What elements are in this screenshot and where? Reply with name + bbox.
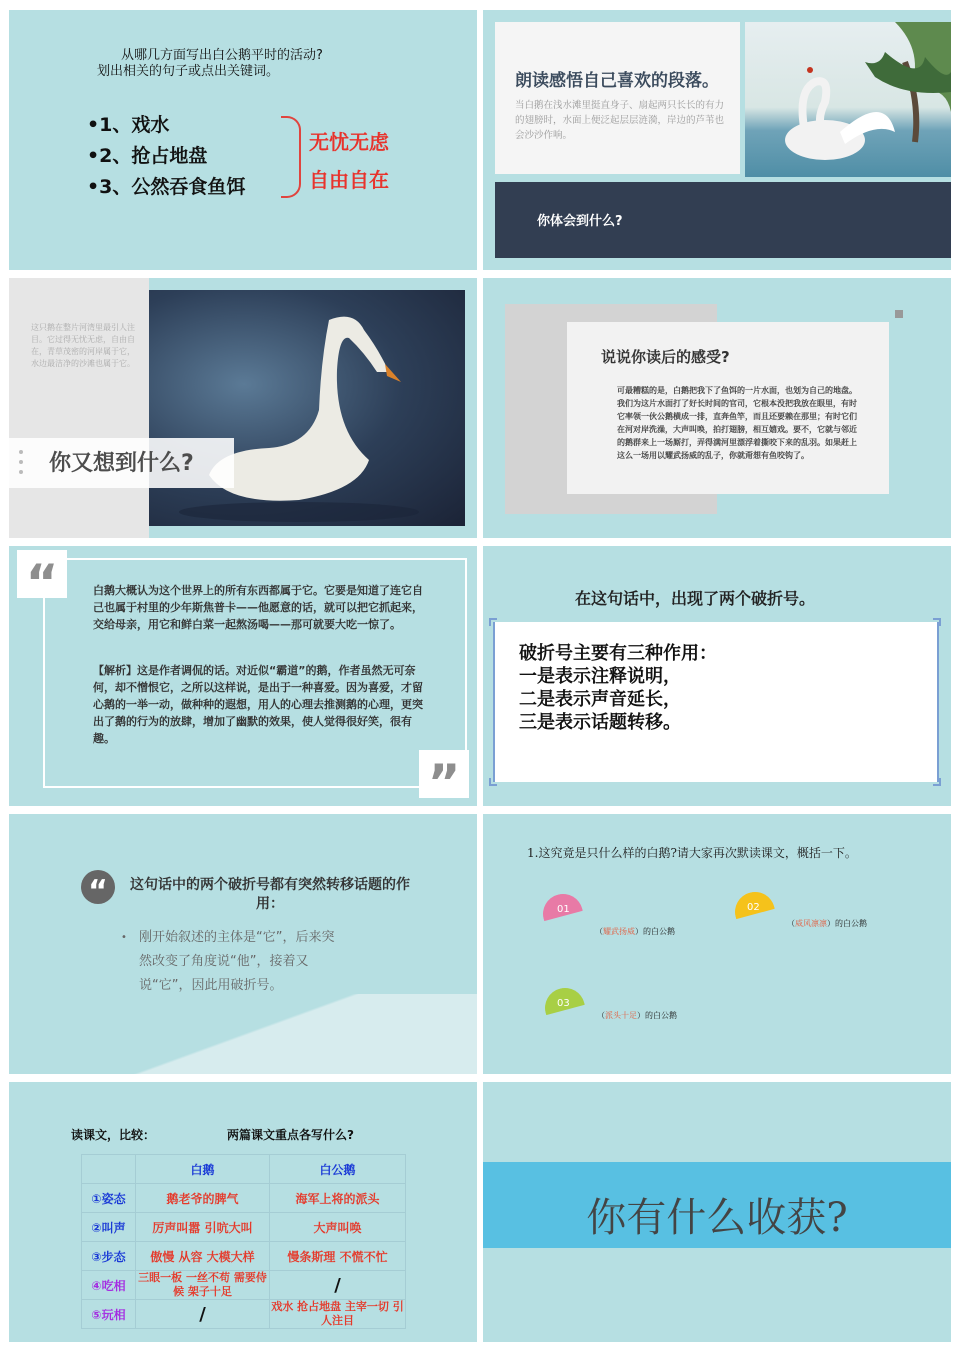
slide-comparison [9,1082,477,1342]
dash-uses [519,642,717,734]
slide-quote [9,546,477,806]
table-row [82,1184,406,1213]
table-cell: 大声叫唤 [270,1213,406,1242]
table-cell: / [270,1271,406,1300]
slide-dash [483,546,951,806]
summary-suffix: 的白公鹅 [645,1011,677,1020]
body-text: 当白鹅在浅水滩里挺直身子、扇起两只长长的有力的翅膀时，水面上便泛起层层涟漪，岸边的芦苇也会沙沙作响。 [515,100,725,141]
brace-shape [281,116,301,198]
table-cell: 鹅老爷的脾气 [136,1184,270,1213]
summary-word: 威风凛凛 [795,919,827,928]
table-row [82,1242,406,1271]
slide-dash-analysis [9,814,477,1074]
summary-word: 派头十足 [605,1011,637,1020]
slide-title: 1.这究竟是只什么样的白鹅?请大家再次默读课文，概括一下。 [527,846,857,860]
table-row [82,1213,406,1242]
summary-word: 无忧无虑 [309,130,389,154]
table-cell: 慢条斯理 不慌不忙 [270,1242,406,1271]
instruction-label: 读课文，比较： [71,1128,156,1142]
slide-title: 说说你读后的感受? [601,348,730,366]
quote-paragraph: 白鹅大概认为这个世界上的所有东西都属于它。它要是知道了连它自己也属于村里的少年斯焦普卡——他愿意的话，就可以把它抓起来，交给母亲，用它和鲜白菜一起熬汤喝——那可就要大吃一惊了。 [93,584,423,631]
question-text [97,48,323,80]
table-row [82,1300,406,1329]
background-shape [9,994,477,1074]
table-cell: ③步态 [82,1242,136,1271]
bullet-text: 刚开始叙述的主体是“它”，后来突然改变了角度说“他”，接着又说“它”，因此用破折号。 [139,930,335,993]
slide-title: 在这句话中，出现了两个破折号。 [575,589,816,608]
slide-swan-photo [9,278,477,538]
table-cell: ④吃相 [82,1271,136,1300]
swan-illustration [745,22,951,177]
table-cell: ⑤玩相 [82,1300,136,1329]
corner-decoration [489,778,497,786]
summary-item: （威风凛凛）的白公鹅 [787,919,867,928]
question-text: 你体会到什么? [537,214,623,229]
list-item: •3、公然吞食鱼饵 [87,176,246,198]
question-text: 你又想到什么? [49,451,194,476]
text-line: 破折号主要有三种作用： [519,643,717,664]
slide-feelings [483,278,951,538]
question-line: 从哪几方面写出白公鹅平时的活动? [121,48,323,63]
closing-title: 你有什么收获? [586,1195,848,1241]
slide-title: 朗读感悟自己喜欢的段落。 [515,71,719,91]
slide-reading [483,10,951,270]
table-row [82,1271,406,1300]
side-panel [9,278,149,538]
summary-item: （派头十足）的白公鹅 [597,1011,677,1020]
slide-title: 这句话中的两个破折号都有突然转移话题的作用： [130,877,410,912]
analysis-paragraph: 【解析】这是作者调侃的话。对近似“霸道”的鹅，作者虽然无可奈何，却不憎恨它，之所以这样说，是出于一种喜爱。因为喜爱，才留心鹅的一举一动，做种种的遐想，用人的心理去推测鹅的心理，更突出了鹅的行为的放肆，增加了幽默的效果，使人觉得很好笑，很有趣。 [93,664,423,745]
dot-decoration [19,470,23,474]
question-line: 划出相关的句子或点出关键词。 [97,64,280,79]
slide-summary [483,814,951,1074]
badge-number: 02 [747,902,760,913]
text-line: 一是表示注释说明， [519,666,681,687]
quote-icon: “ [81,870,115,904]
table-header-cell: 白鹅 [136,1155,270,1184]
table-cell: 厉声叫嚣 引吭大叫 [136,1213,270,1242]
corner-decoration [489,618,497,626]
dot-decoration [19,460,23,464]
summary-suffix: 的白公鹅 [643,927,675,936]
badge-number: 01 [557,904,570,915]
summary-item: （耀武扬威）的白公鹅 [595,927,675,936]
text-line: 二是表示声音延长， [519,689,681,710]
list-item: •2、抢占地盘 [87,145,208,167]
list-item: •1、戏水 [87,114,170,136]
table-cell: ①姿态 [82,1184,136,1213]
swan-photo [149,290,465,526]
corner-decoration [933,618,941,626]
table-cell: 海军上将的派头 [270,1184,406,1213]
text-line: 三是表示话题转移。 [519,712,681,733]
badge-number: 03 [557,998,570,1009]
table-cell: ②叫声 [82,1213,136,1242]
summary-word: 自由自在 [309,168,389,192]
table-header-cell: 白公鹅 [270,1155,406,1184]
table-cell: 戏水 抢占地盘 主宰一切 引人注目 [271,1300,404,1327]
slide-activities [9,10,477,270]
bullet-icon: • [121,932,127,943]
table-row [82,1155,406,1184]
corner-decoration [933,778,941,786]
table-cell: 三眼一板 一丝不苟 需要侍候 架子十足 [136,1271,270,1300]
summary-word: 耀武扬威 [603,927,635,936]
quote-close-icon: ” [419,750,469,798]
slide-closing [483,1082,951,1342]
comparison-table [81,1154,406,1329]
square-decoration [895,310,903,318]
activity-list [87,110,245,203]
side-text: 这只鹅在整片河湾里最引人注目。它过得无忧无虑，自由自在，青草茂密的河岸属于它，水边最洁净的沙滩也属于它。 [31,323,135,368]
instruction-label: 两篇课文重点各写什么? [227,1128,354,1142]
table-cell: / [136,1300,270,1329]
dot-decoration [19,450,23,454]
table-header-cell [82,1155,136,1184]
body-text: 可最糟糕的是，白鹅把我下了鱼饵的一片水面，也划为自己的地盘。我们为这片水面打了好长时间的官司，它根本没把我放在眼里，有时它率领一伙公鹅横成一排，直奔鱼竿，而且还要赖在那里；有时它们在河对岸洗澡，大声叫唤，拍打翅膀，相互嬉戏。要不，它就与邻近的鹅群来上一场厮打，弄得满河里漂浮着撕咬下来的乱羽。如果赶上这么一场用以耀武扬威的乱子，你就甭想有鱼咬钩了。 [617,386,857,460]
quote-open-icon: “ [17,550,67,598]
summary-suffix: 的白公鹅 [835,919,867,928]
table-cell: 傲慢 从容 大模大样 [136,1242,270,1271]
